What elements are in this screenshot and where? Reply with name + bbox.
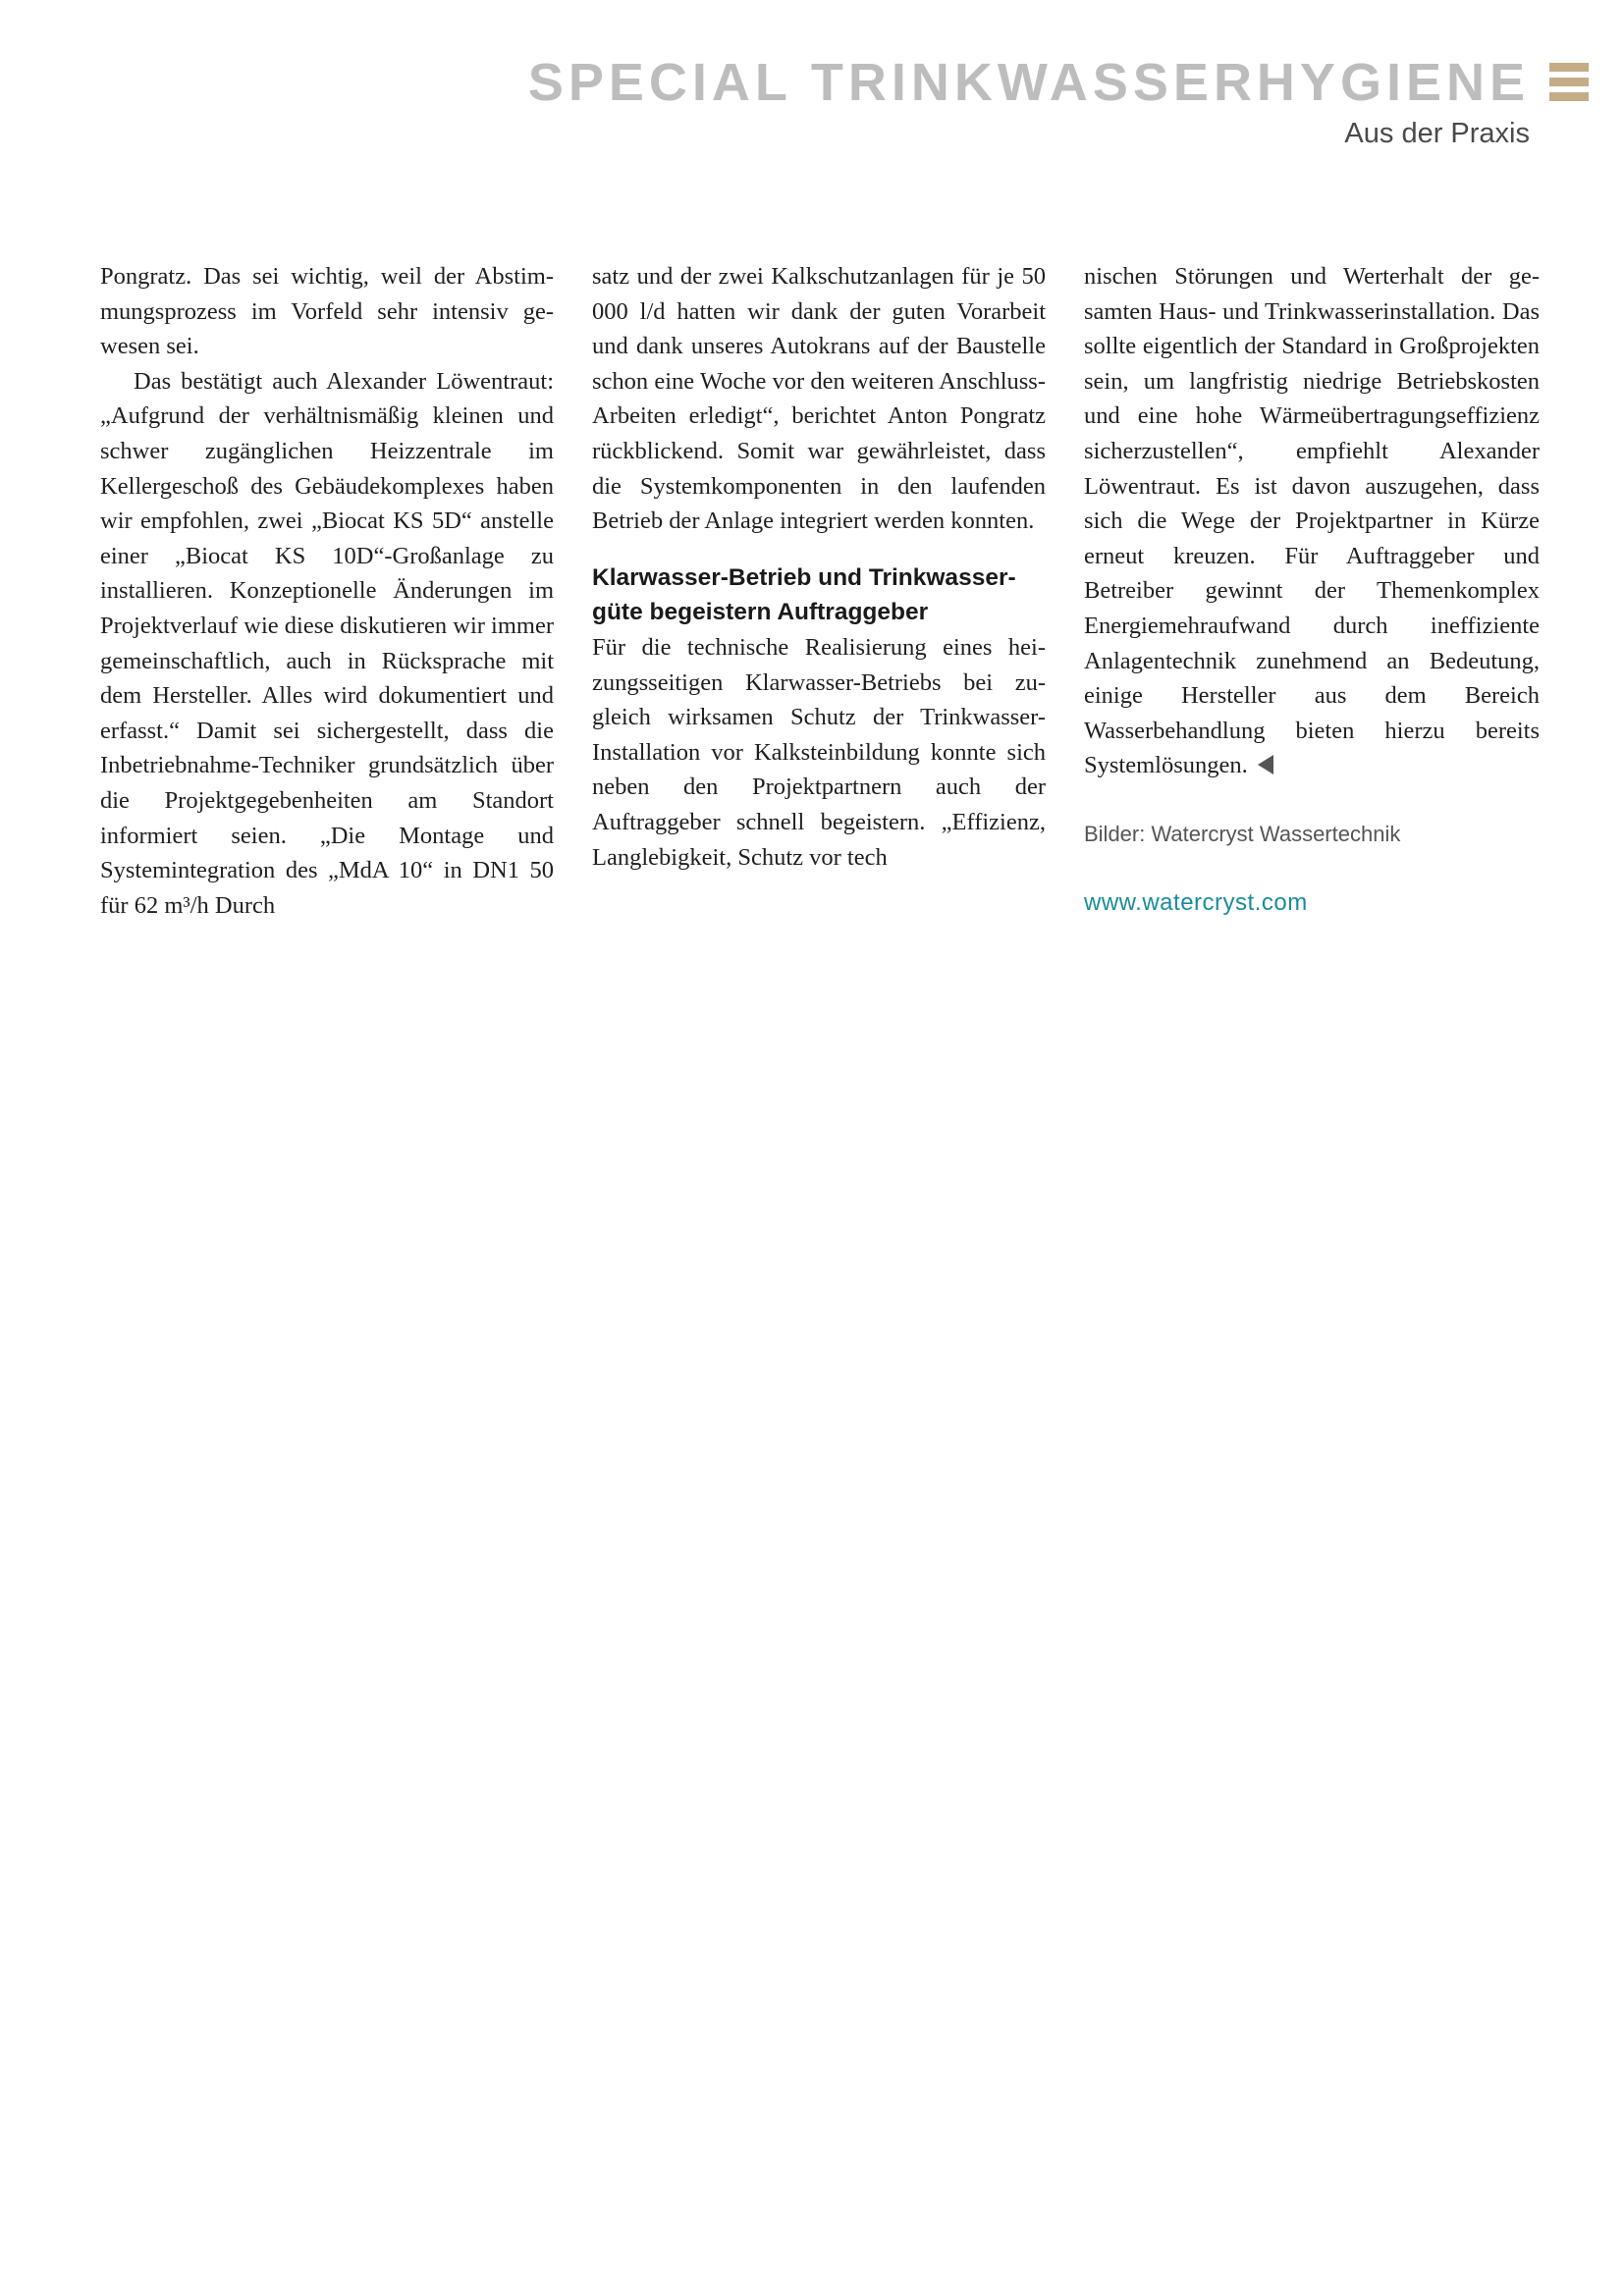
- image-credit-caption: Bilder: Watercryst Wassertechnik: [1084, 821, 1401, 846]
- paragraph: Pongratz. Das sei wichtig, weil der Abstimmungsprozess im Vorfeld sehr intensiv gewesen sei.: [100, 263, 554, 360]
- paragraph: Das bestätigt auch Alexander Löwentraut: „Aufgrund der verhältnismäßig kleinen und schwer zugänglichen Heizzentrale im Kellergeschoß des Gebäudekomplexes haben wir empfohlen, zwei „Biocat KS 5D“ anstelle einer „Biocat KS 10D“-Großanlage zu installieren. Konzeptionelle Änderungen im Projektverlauf wie diese diskutieren wir immer gemeinschaftlich, auch in Rücksprache mit dem Hersteller. Alles wird dokumentiert und erfasst.“ Damit sei sichergestellt, dass die Inbetriebnahme-Techniker grundsätzlich über die Projektgegebenheiten am Standort informiert seien. „Die Montage und Systemintegration des „MdA 10“ in DN1 50 für 62 m³/h Durch: [100, 367, 554, 919]
- article-column-2: [592, 259, 1046, 875]
- paragraph: Für die technische Realisierung eines heizungsseitigen Klarwasser-Betriebs bei zugleich wirksamen Schutz der Trinkwasser-Installation vor Kalksteinbildung konnte sich neben den Projektpartnern auch der Auftraggeber schnell begeistern. „Effizienz, Langlebigkeit, Schutz vor tech: [592, 633, 1046, 871]
- article-column-1: [100, 259, 554, 923]
- section-title: SPECIAL TRINKWASSERHYGIENE: [527, 53, 1530, 112]
- article-subheading: Klarwasser-Betrieb und Trinkwassergüte begeistern Auftraggeber: [592, 563, 1016, 626]
- page-header: [0, 51, 1624, 159]
- section-subtitle: Aus der Praxis: [1344, 118, 1530, 149]
- menu-bars-icon: [1549, 63, 1589, 102]
- paragraph: satz und der zwei Kalkschutzanlagen für je 50 000 l/d hatten wir dank der guten Vorarbeit und dank unseres Autokrans auf der Baustelle schon eine Woche vor den weiteren Anschluss-Arbeiten erledigt“, berichtet Anton Pongratz rückblickend. Somit war gewährleistet, dass die Systemkomponenten in den laufenden Betrieb der Anlage integriert werden konnten.: [592, 263, 1046, 535]
- paragraph-text: nischen Störungen und Werterhalt der gesamten Haus- und Trinkwasserinstallation. Das sollte eigentlich der Standard in Großprojekten sein, um langfristig niedrige Betriebskosten und eine hohe Wärmeübertragungseffizienz sicherzustellen“, empfiehlt Alexander Löwentraut. Es ist davon auszugehen, dass sich die Wege der Projektpartner in Kürze erneut kreuzen. Für Auftraggeber und Betreiber gewinnt der Themenkomplex Energiemehraufwand durch ineffiziente Anlagentechnik zunehmend an Bedeutung, einige Hersteller aus dem Bereich Wasserbehandlung bieten hierzu bereits Systemlösungen.: [1084, 263, 1540, 779]
- article-column-3: [1084, 259, 1540, 920]
- website-link[interactable]: www.watercryst.com: [1084, 888, 1308, 916]
- end-of-article-triangle-icon: [1258, 755, 1273, 774]
- paragraph: [1084, 259, 1540, 783]
